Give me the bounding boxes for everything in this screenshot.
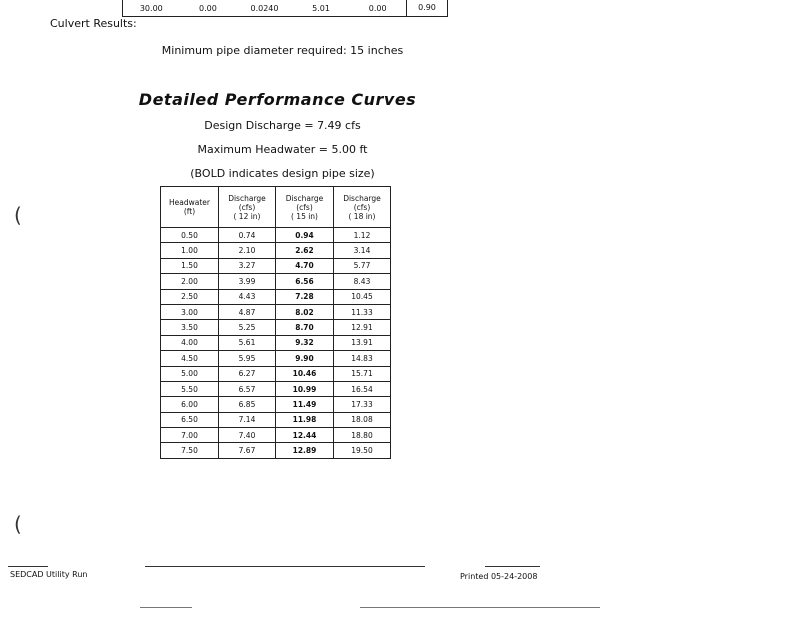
header-discharge-18: Discharge (cfs) ( 18 in) [334,187,391,228]
table-cell: 10.46 [276,366,334,381]
table-cell: 12.91 [334,320,391,335]
divider [8,566,48,567]
cell: 0.0240 [250,3,279,13]
table-cell: 13.91 [334,335,391,350]
table-cell: 5.95 [219,351,276,366]
footer-printed: Printed 05-24-2008 [460,572,538,581]
table-cell: 5.50 [161,381,219,396]
table-row [161,228,391,243]
table-row [161,258,391,273]
table-cell: 6.50 [161,412,219,427]
table-cell: 6.56 [276,274,334,289]
table-cell: 12.89 [276,443,334,458]
table-cell: 0.94 [276,228,334,243]
table-cell: 7.50 [161,443,219,458]
cell: 0.00 [198,3,217,13]
divider [360,607,600,608]
cell: 0.90 [406,0,447,16]
table-cell: 3.00 [161,304,219,319]
table-row [161,351,391,366]
table-row [161,381,391,396]
min-pipe-text: Minimum pipe diameter required: 15 inches [161,44,404,57]
design-discharge: Design Discharge = 7.49 cfs [204,119,361,132]
cell: 5.01 [312,3,330,13]
divider [485,566,540,567]
table-cell: 3.50 [161,320,219,335]
table-cell: 15.71 [334,366,391,381]
table-row [161,274,391,289]
table-cell: 2.10 [219,243,276,258]
table-cell: 4.87 [219,304,276,319]
table-cell: 2.50 [161,289,219,304]
binder-hole-icon: ( [14,203,22,227]
cell: 0.00 [368,3,387,13]
table-row [161,428,391,443]
table-cell: 4.43 [219,289,276,304]
binder-hole-icon: ( [14,512,22,536]
bold-note: (BOLD indicates design pipe size) [190,167,375,180]
table-cell: 6.00 [161,397,219,412]
table-cell: 7.14 [219,412,276,427]
table-cell: 19.50 [334,443,391,458]
table-row [161,304,391,319]
table-row [161,289,391,304]
table-cell: 8.70 [276,320,334,335]
table-cell: 11.33 [334,304,391,319]
table-cell: 5.00 [161,366,219,381]
table-cell: 14.83 [334,351,391,366]
header-discharge-12: Discharge (cfs) ( 12 in) [219,187,276,228]
table-cell: 7.67 [219,443,276,458]
table-cell: 10.99 [276,381,334,396]
table-cell: 16.54 [334,381,391,396]
table-row [161,366,391,381]
table-cell: 11.49 [276,397,334,412]
table-cell: 18.80 [334,428,391,443]
table-cell: 8.02 [276,304,334,319]
table-row [161,243,391,258]
table-cell: 8.43 [334,274,391,289]
table-cell: 7.00 [161,428,219,443]
table-cell: 0.74 [219,228,276,243]
table-cell: 1.00 [161,243,219,258]
culvert-results-label: Culvert Results: [50,17,137,30]
table-cell: 7.28 [276,289,334,304]
table-cell: 17.33 [334,397,391,412]
table-row [161,412,391,427]
table-cell: 12.44 [276,428,334,443]
table-cell: 1.50 [161,258,219,273]
performance-table [160,186,391,459]
cell: 30.00 [139,3,163,13]
table-cell: 5.77 [334,258,391,273]
table-cell: 2.00 [161,274,219,289]
header-discharge-15: Discharge (cfs) ( 15 in) [276,187,334,228]
max-headwater: Maximum Headwater = 5.00 ft [197,143,368,156]
table-cell: 4.70 [276,258,334,273]
table-row [161,335,391,350]
table-cell: 4.00 [161,335,219,350]
footer-program: SEDCAD Utility Run [10,570,88,579]
table-cell: 5.25 [219,320,276,335]
divider [140,607,192,608]
header-headwater: Headwater (ft) [161,187,219,228]
table-cell: 11.98 [276,412,334,427]
divider [145,566,425,567]
table-cell: 4.50 [161,351,219,366]
table-cell: 2.62 [276,243,334,258]
table-cell: 1.12 [334,228,391,243]
section-title: Detailed Performance Curves [138,90,417,109]
table-row [161,320,391,335]
table-cell: 18.08 [334,412,391,427]
table-cell: 3.14 [334,243,391,258]
table-cell: 9.32 [276,335,334,350]
table-cell: 10.45 [334,289,391,304]
table-cell: 6.57 [219,381,276,396]
table-cell: 3.99 [219,274,276,289]
table-cell: 6.27 [219,366,276,381]
table-cell: 0.50 [161,228,219,243]
table-cell: 6.85 [219,397,276,412]
table-row [161,397,391,412]
table-header-row [161,187,391,228]
table-row [161,443,391,458]
table-cell: 5.61 [219,335,276,350]
table-cell: 7.40 [219,428,276,443]
table-cell: 3.27 [219,258,276,273]
cropped-table-row [122,0,448,17]
table-cell: 9.90 [276,351,334,366]
